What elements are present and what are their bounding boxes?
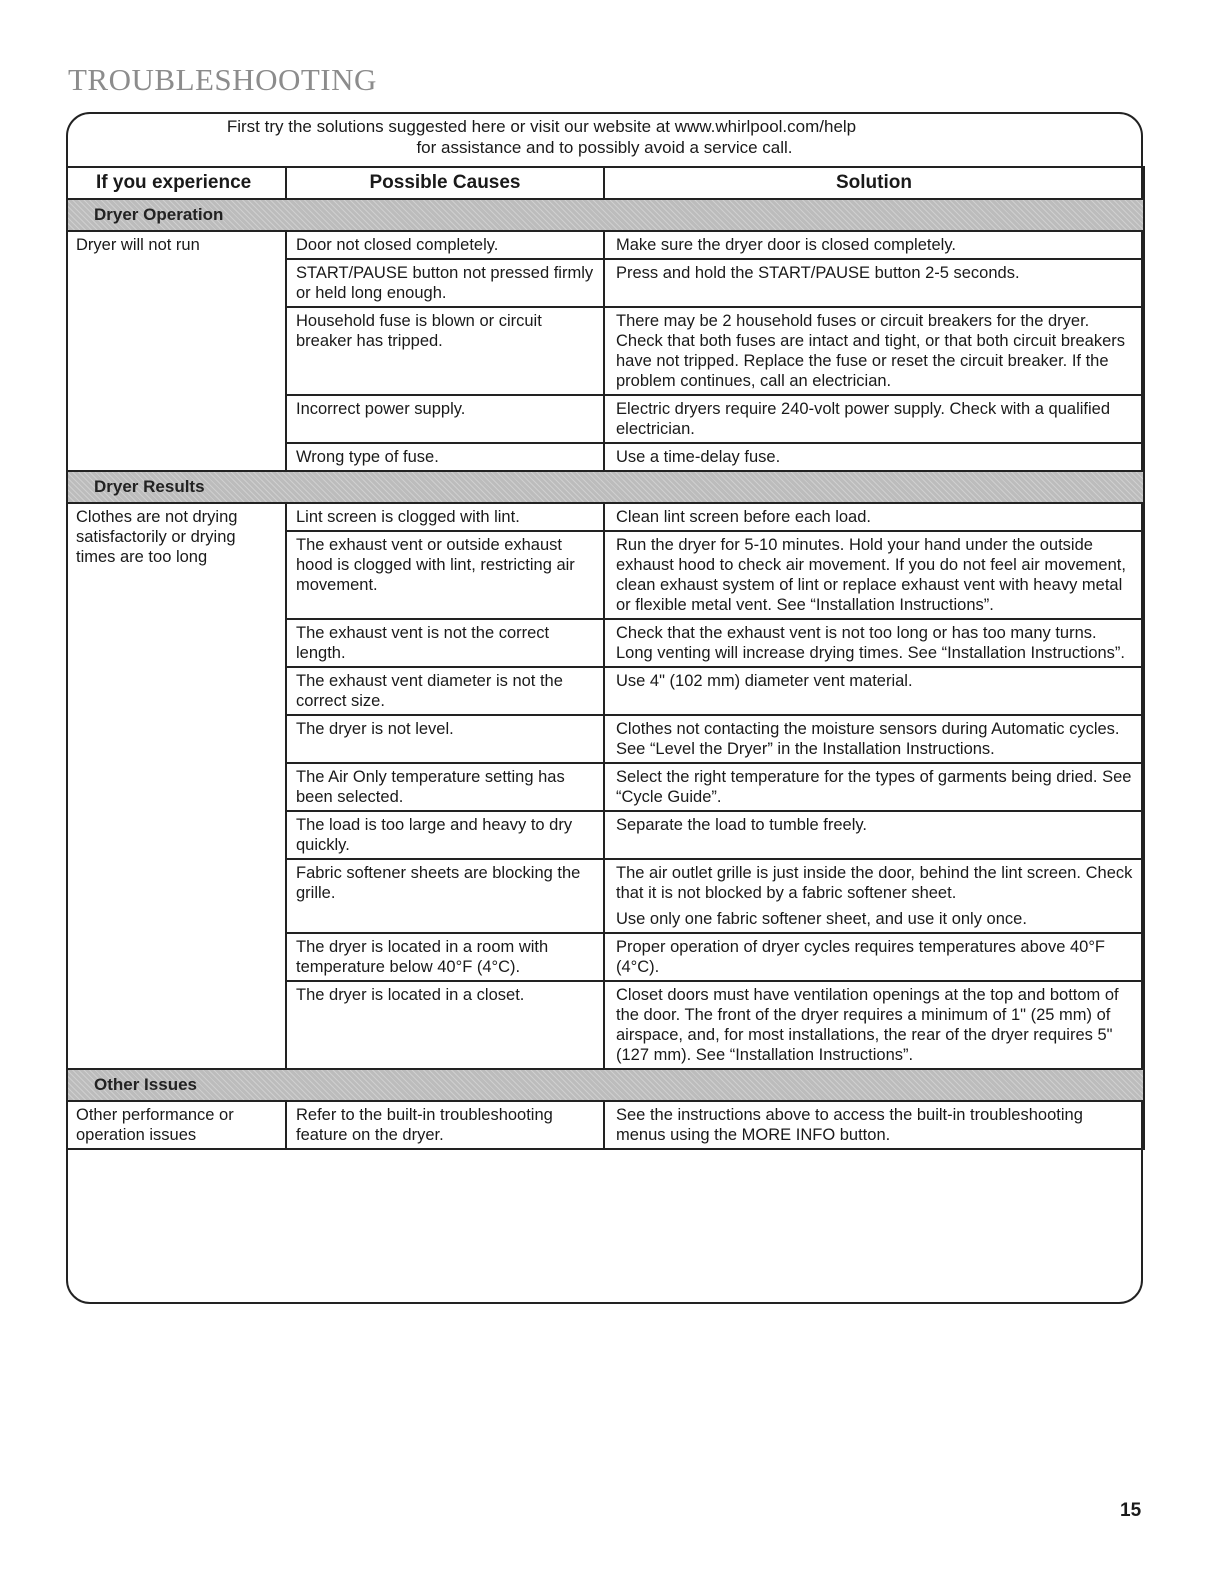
solution-cell [604, 981, 1144, 1069]
cause-cell: START/PAUSE button not pressed firmly or held long enough. [286, 259, 604, 307]
solution-text: Proper operation of dryer cycles requires temperatures above 40°F (4°C). [616, 938, 1106, 976]
section-row [67, 199, 1144, 231]
solution-cell [604, 531, 1144, 619]
section-title: Dryer Results [67, 471, 1144, 503]
page-title: TROUBLESHOOTING [68, 62, 377, 97]
section-title: Other Issues [67, 1069, 1144, 1101]
cause-cell: Household fuse is blown or circuit breaker has tripped. [286, 307, 604, 395]
solution-cell [604, 859, 1144, 933]
solution-cell [604, 259, 1144, 307]
section-row [67, 471, 1144, 503]
section-row [67, 1069, 1144, 1101]
cause-cell: Lint screen is clogged with lint. [286, 503, 604, 531]
table-row [67, 231, 1144, 259]
solution-text: Clean lint screen before each load. [616, 508, 871, 526]
experience-cell: Dryer will not run [67, 231, 286, 471]
table-row [67, 1101, 1144, 1149]
solution-cell [604, 503, 1144, 531]
troubleshooting-table [66, 166, 1145, 1150]
cause-cell: Wrong type of fuse. [286, 443, 604, 471]
solution-text: Select the right temperature for the types of garments being dried. See “Cycle Guide”. [616, 768, 1132, 806]
solution-text: Press and hold the START/PAUSE button 2-5 seconds. [616, 264, 1020, 282]
solution-cell [604, 715, 1144, 763]
cause-cell: The dryer is located in a closet. [286, 981, 604, 1069]
solution-cell [604, 443, 1144, 471]
cause-cell: Door not closed completely. [286, 231, 604, 259]
header-experience: If you experience [67, 167, 286, 199]
solution-cell [604, 763, 1144, 811]
experience-cell: Clothes are not drying satisfactorily or drying times are too long [67, 503, 286, 1069]
solution-cell [604, 811, 1144, 859]
solution-cell [604, 1101, 1144, 1149]
intro-line-2: for assistance and to possibly avoid a service call. [416, 138, 793, 157]
page-number: 15 [1120, 1500, 1142, 1521]
solution-text: Use a time-delay fuse. [616, 448, 781, 466]
solution-text: Separate the load to tumble freely. [616, 816, 868, 834]
solution-text: Make sure the dryer door is closed completely. [616, 236, 956, 254]
solution-cell [604, 619, 1144, 667]
cause-cell: The exhaust vent or outside exhaust hood is clogged with lint, restricting air movement. [286, 531, 604, 619]
section-title: Dryer Operation [67, 199, 1144, 231]
header-causes: Possible Causes [286, 167, 604, 199]
experience-cell: Other performance or operation issues [67, 1101, 286, 1149]
solution-text: Use only one fabric softener sheet, and use it only once. [616, 910, 1027, 928]
solution-cell [604, 231, 1144, 259]
cause-cell: The Air Only temperature setting has been selected. [286, 763, 604, 811]
cause-cell: Refer to the built-in troubleshooting feature on the dryer. [286, 1101, 604, 1149]
cause-cell: Incorrect power supply. [286, 395, 604, 443]
solution-text: Electric dryers require 240-volt power supply. Check with a qualified electrician. [616, 400, 1111, 438]
solution-text: Check that the exhaust vent is not too long or has too many turns. Long venting will increase drying times. See “Installation Instructions”. [616, 624, 1125, 662]
cause-cell: The dryer is located in a room with temperature below 40°F (4°C). [286, 933, 604, 981]
header-solution: Solution [604, 167, 1144, 199]
table-row [67, 503, 1144, 531]
solution-text: Clothes not contacting the moisture sensors during Automatic cycles. See “Level the Dryer” in the Installation Instructions. [616, 720, 1120, 758]
intro-line-1: First try the solutions suggested here or visit our website at www.whirlpool.com/help [226, 117, 857, 136]
cause-cell: Fabric softener sheets are blocking the grille. [286, 859, 604, 933]
cause-cell: The dryer is not level. [286, 715, 604, 763]
cause-cell: The exhaust vent is not the correct length. [286, 619, 604, 667]
solution-cell [604, 395, 1144, 443]
table-header-row [67, 167, 1144, 199]
solution-cell [604, 307, 1144, 395]
intro-text [66, 116, 1143, 158]
cause-cell: The load is too large and heavy to dry quickly. [286, 811, 604, 859]
solution-text: Use 4" (102 mm) diameter vent material. [616, 672, 913, 690]
cause-cell: The exhaust vent diameter is not the correct size. [286, 667, 604, 715]
solution-text: The air outlet grille is just inside the door, behind the lint screen. Check that it is not blocked by a fabric softener sheet. [616, 864, 1133, 902]
solution-text: There may be 2 household fuses or circuit breakers for the dryer. Check that both fuses are intact and tight, or that both circuit breakers have not tripped. Replace the fuse or reset the circuit breaker. If the problem continues, call an electrician. [616, 312, 1126, 390]
table-body [67, 199, 1144, 1149]
solution-text: Closet doors must have ventilation openings at the top and bottom of the door. The front of the dryer requires a minimum of 1" (25 mm) of airspace, and, for most installations, the rear of the dryer requires 5" (127 mm). See “Installation Instructions”. [616, 986, 1119, 1064]
solution-text: Run the dryer for 5-10 minutes. Hold your hand under the outside exhaust hood to check air movement. If you do not feel air movement, clean exhaust system of lint or replace exhaust vent with heavy metal or flexible metal vent. See “Installation Instructions”. [616, 536, 1126, 614]
solution-text: See the instructions above to access the built-in troubleshooting menus using the MORE INFO button. [616, 1106, 1083, 1144]
solution-cell [604, 667, 1144, 715]
solution-cell [604, 933, 1144, 981]
